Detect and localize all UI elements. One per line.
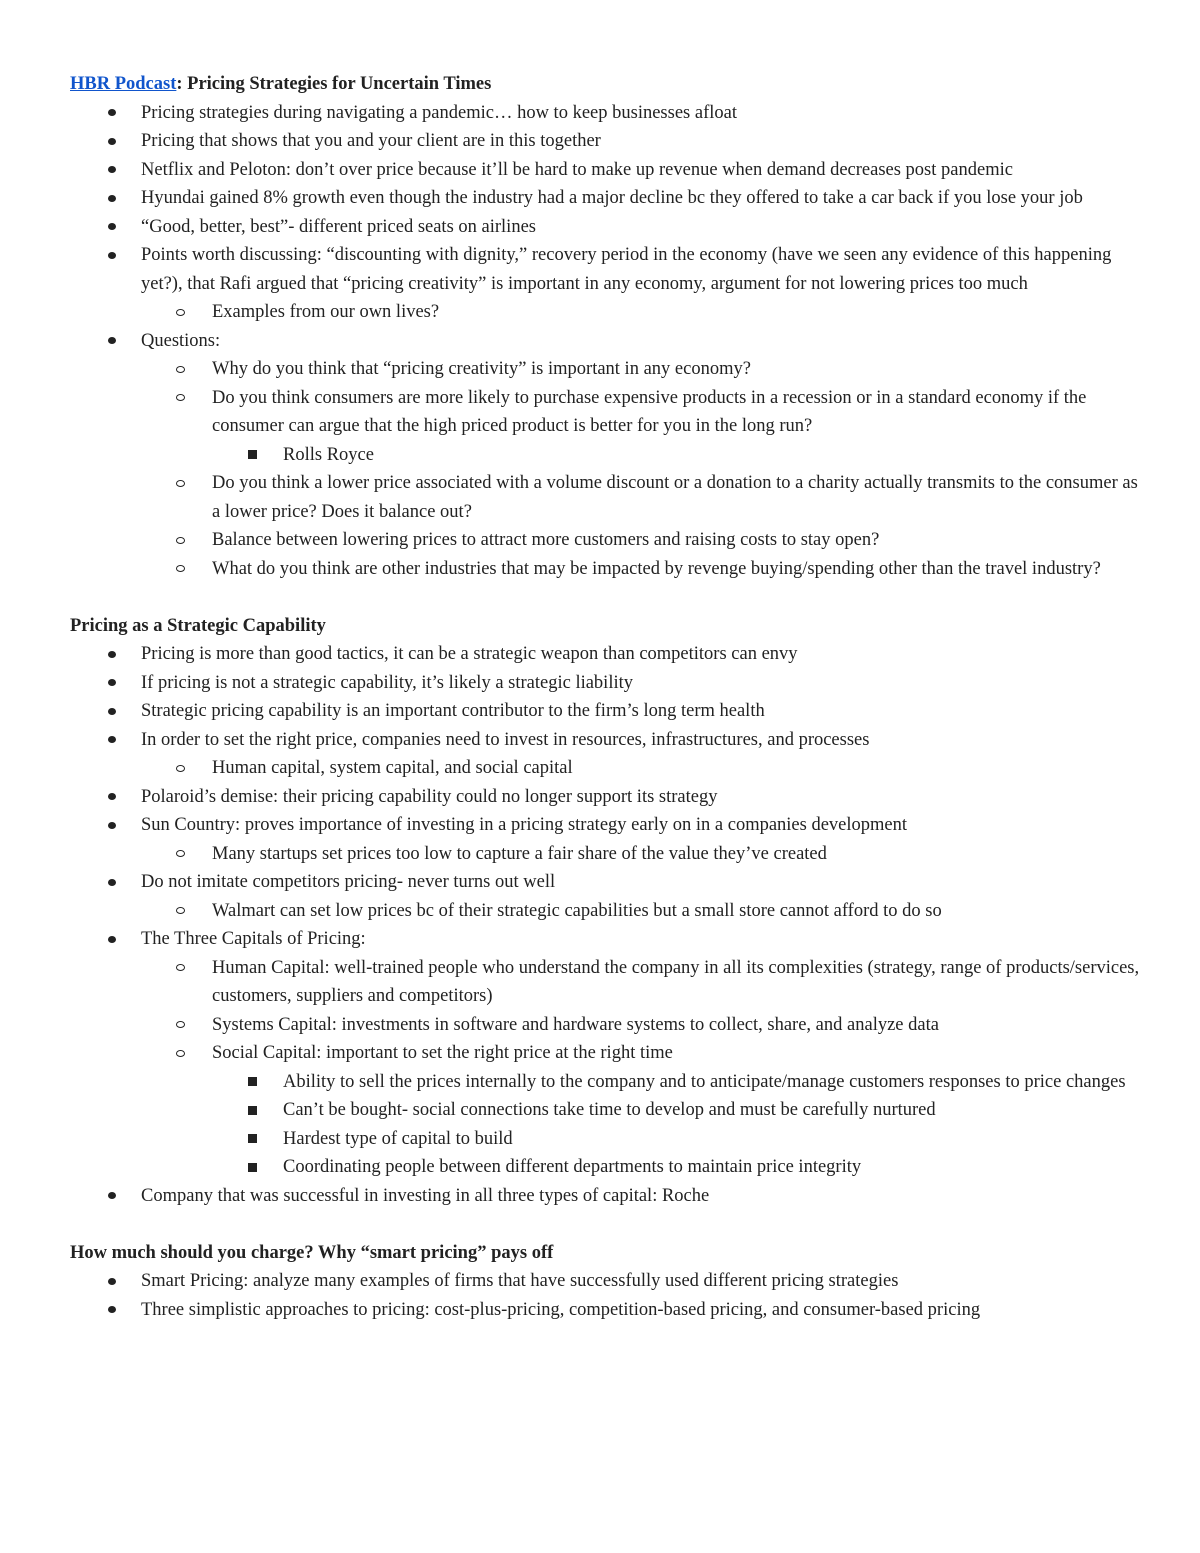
list-item: Can’t be bought- social connections take time to develop and must be carefully nurtured [70,1096,1140,1125]
bullet-square-icon [248,1096,257,1125]
bullet-dot-icon [108,697,116,726]
bullet-dot-icon [108,1182,116,1211]
bullet-list [70,640,1140,1210]
list-item: Pricing is more than good tactics, it can be a strategic weapon than competitors can envy [70,640,1140,669]
section-title: : Pricing Strategies for Uncertain Times [176,74,492,94]
list-item: The Three Capitals of Pricing: [70,925,1140,954]
bullet-circle-icon [176,754,185,783]
list-item: Social Capital: important to set the right price at the right time [70,1039,1140,1068]
list-item: Systems Capital: investments in software and hardware systems to collect, share, and analyze data [70,1011,1140,1040]
bullet-circle-icon [176,526,185,555]
bullet-list [70,99,1140,584]
list-item: Human capital, system capital, and social capital [70,754,1140,783]
bullet-dot-icon [108,241,116,270]
bullet-circle-icon [176,469,185,498]
bullet-dot-icon [108,925,116,954]
bullet-circle-icon [176,954,185,983]
bullet-circle-icon [176,555,185,584]
list-item: Questions: [70,327,1140,356]
bullet-square-icon [248,1125,257,1154]
list-item: What do you think are other industries that may be impacted by revenge buying/spending other than the travel industry? [70,555,1140,584]
section-heading-strategic-capability: Pricing as a Strategic Capability [70,615,326,636]
bullet-dot-icon [108,1267,116,1296]
list-item: Netflix and Peloton: don’t over price because it’ll be hard to make up revenue when demand decreases post pandemic [70,156,1140,185]
spacer [70,1210,1140,1239]
bullet-dot-icon [108,811,116,840]
bullet-dot-icon [108,99,116,128]
list-item: Why do you think that “pricing creativity” is important in any economy? [70,355,1140,384]
list-item: Polaroid’s demise: their pricing capability could no longer support its strategy [70,783,1140,812]
list-item: Human Capital: well-trained people who understand the company in all its complexities (strategy, range of products/services, customers, suppliers and competitors) [70,954,1140,1011]
list-item: Sun Country: proves importance of investing in a pricing strategy early on in a companies development [70,811,1140,840]
bullet-circle-icon [176,298,185,327]
bullet-circle-icon [176,355,185,384]
list-item: Do you think consumers are more likely to purchase expensive products in a recession or in a standard economy if the consumer can argue that the high priced product is better for you in the long run? [70,384,1140,441]
hbr-podcast-link[interactable]: HBR Podcast [70,74,177,94]
bullet-dot-icon [108,127,116,156]
bullet-square-icon [248,1068,257,1097]
bullet-square-icon [248,441,257,470]
list-item: If pricing is not a strategic capability, it’s likely a strategic liability [70,669,1140,698]
list-item: Points worth discussing: “discounting with dignity,” recovery period in the economy (have we seen any evidence of this happening yet?), that Rafi argued that “pricing creativity” is important in any economy, argument for not lowering prices too much [70,241,1140,298]
list-item: Ability to sell the prices internally to the company and to anticipate/manage customers responses to price changes [70,1068,1140,1097]
bullet-dot-icon [108,640,116,669]
bullet-dot-icon [108,783,116,812]
bullet-list [70,1267,1140,1324]
bullet-circle-icon [176,384,185,413]
section-heading-smart-pricing: How much should you charge? Why “smart pricing” pays off [70,1242,554,1263]
list-item: “Good, better, best”- different priced seats on airlines [70,213,1140,242]
spacer [70,583,1140,612]
bullet-square-icon [248,1153,257,1182]
bullet-dot-icon [108,327,116,356]
bullet-circle-icon [176,1039,185,1068]
bullet-dot-icon [108,213,116,242]
list-item: Examples from our own lives? [70,298,1140,327]
list-item: Rolls Royce [70,441,1140,470]
list-item: Do not imitate competitors pricing- never turns out well [70,868,1140,897]
list-item: Hardest type of capital to build [70,1125,1140,1154]
list-item: Company that was successful in investing in all three types of capital: Roche [70,1182,1140,1211]
list-item: Walmart can set low prices bc of their strategic capabilities but a small store cannot afford to do so [70,897,1140,926]
list-item: Balance between lowering prices to attract more customers and raising costs to stay open? [70,526,1140,555]
list-item: Smart Pricing: analyze many examples of firms that have successfully used different pricing strategies [70,1267,1140,1296]
list-item: Pricing strategies during navigating a pandemic… how to keep businesses afloat [70,99,1140,128]
bullet-dot-icon [108,184,116,213]
list-item: Coordinating people between different departments to maintain price integrity [70,1153,1140,1182]
list-item: Many startups set prices too low to capture a fair share of the value they’ve created [70,840,1140,869]
list-item: In order to set the right price, companies need to invest in resources, infrastructures, and processes [70,726,1140,755]
list-item: Three simplistic approaches to pricing: cost-plus-pricing, competition-based pricing, and consumer-based pricing [70,1296,1140,1325]
bullet-dot-icon [108,1296,116,1325]
list-item: Pricing that shows that you and your client are in this together [70,127,1140,156]
bullet-circle-icon [176,897,185,926]
list-item: Strategic pricing capability is an important contributor to the firm’s long term health [70,697,1140,726]
list-item: Do you think a lower price associated with a volume discount or a donation to a charity actually transmits to the consumer as a lower price? Does it balance out? [70,469,1140,526]
bullet-dot-icon [108,868,116,897]
section-heading-hbr-podcast [70,70,1140,99]
bullet-circle-icon [176,840,185,869]
bullet-dot-icon [108,156,116,185]
bullet-circle-icon [176,1011,185,1040]
list-item: Hyundai gained 8% growth even though the industry had a major decline bc they offered to take a car back if you lose your job [70,184,1140,213]
bullet-dot-icon [108,726,116,755]
document-page [70,70,1140,1324]
bullet-dot-icon [108,669,116,698]
